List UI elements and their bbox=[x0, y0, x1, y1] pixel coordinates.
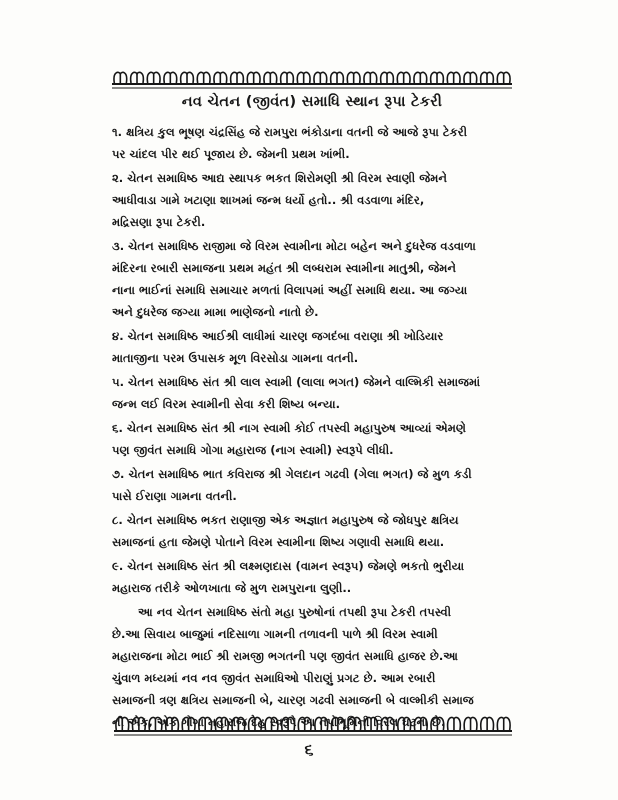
text-line: મદ્રિસણા રૂપા ટેકરી. bbox=[112, 215, 206, 229]
paragraph-3 bbox=[112, 235, 517, 323]
text-line: ૬. ચેતન સમાધિષ્ઠ સંત શ્રી નાગ સ્વામી કોઈ તપસ્વી મહાપુરુષ આવ્યાં એમણે bbox=[112, 421, 467, 435]
paragraph-2 bbox=[112, 167, 517, 233]
text-line: ૧. ક્ષત્રિય કુલ ભૂષણ ચંદ્રસિંહ જે રામપુરા ભંકોડાના વતની જે આજે રૂપા ટેકરી bbox=[112, 125, 468, 139]
text-line: મહારાજ તરીકે ઓળખાતા જે મુળ રામપુરાના લુણી.. bbox=[112, 581, 352, 595]
text-line: ૪. ચેતન સમાધિષ્ઠ આઈશ્રી લાધીમાં ચારણ જગદંબા વરાણા શ્રી ખોડિયાર bbox=[112, 329, 444, 343]
text-line: ૨. ચેતન સમાધિષ્ઠ આદ્ય સ્થાપક ભકત શિરોમણી શ્રી વિરમ સ્વાણી જેમને bbox=[112, 171, 448, 185]
text-line: ૫. ચેતન સમાધિષ્ઠ સંત શ્રી લાલ સ્વામી (લાલા ભગત) જેમને વાલ્મિકી સમાજમાં bbox=[112, 375, 481, 389]
text-line: નાના ભાઈનાં સમાધિ સમાચાર મળતાં વિલાપમાં અહીં સમાધિ થયા. આ જગ્યા bbox=[112, 283, 468, 297]
text-line: જન્મ લઈ વિરમ સ્વામીની સેવા કરી શિષ્ય બન્યા. bbox=[112, 397, 341, 411]
text-line: ૭. ચેતન સમાધિષ્ઠ ભાત કવિરાજ શ્રી ગેલદાન ગઢવી (ગેલા ભગત) જે મુળ કડી bbox=[112, 467, 472, 481]
text-line: ચુંવાળ મધ્યમાં નવ નવ જીવંત સમાધિઓ પીરાણું પ્રગટ છે. આમ રબારી bbox=[112, 671, 436, 685]
paragraph-6 bbox=[112, 417, 517, 461]
text-line: માતાજીના પરમ ઉપાસક મૂળ વિરસોડા ગામના વતની. bbox=[112, 351, 359, 365]
text-line: સમાજની ત્રણ ક્ષત્રિય સમાજની બે, ચારણ ગઢવી સમાજની બે વાલ્મીકી સમાજ bbox=[112, 693, 474, 707]
text-line: પાસે ઈરાણા ગામના વતની. bbox=[112, 489, 237, 503]
text-line: પર ચાંદલ પીર થઈ પૂજાય છે. જેમની પ્રથમ ખાંભી. bbox=[112, 147, 350, 161]
text-line: આ નવ ચેતન સમાધિષ્ઠ સંતો મહા પુરુષોનાં તપથી રૂપા ટેકરી તપસ્વી bbox=[138, 605, 452, 619]
document-body bbox=[112, 121, 517, 735]
paragraph-5 bbox=[112, 371, 517, 415]
bottom-floral-border-icon bbox=[114, 712, 512, 736]
text-line: ૮. ચેતન સમાધિષ્ઠ ભકત રાણાજી એક અજ્ઞાત મહાપુરુષ જે જોધપુર ક્ષત્રિય bbox=[112, 513, 459, 527]
text-line: ૩. ચેતન સમાધિષ્ઠ રાજીમા જે વિરમ સ્વામીના મોટા બહેન અને દુધરેજ વડવાળા bbox=[112, 239, 476, 253]
text-line: અને દુધરેજ જગ્યા મામા ભાણેજનો નાતો છે. bbox=[112, 305, 319, 319]
text-line: છે.આ સિવાય બાજુમાં નદિસાળા ગામની તળાવની પાળે શ્રી વિરમ સ્વામી bbox=[112, 627, 438, 641]
text-line: ૯. ચેતન સમાધિષ્ઠ સંત શ્રી લક્ષ્મણદાસ (વામન સ્વરૂપ) જેમણે ભકતો ભુરીયા bbox=[112, 559, 465, 573]
page-number: ૬ bbox=[304, 740, 314, 759]
paragraph-1 bbox=[112, 121, 517, 165]
paragraph-4 bbox=[112, 325, 517, 369]
text-line: સમાજનાં હતા જેમણે પોતાને વિરમ સ્વામીના શિષ્ય ગણાવી સમાધિ થયા. bbox=[112, 535, 445, 549]
paragraph-9 bbox=[112, 555, 517, 599]
paragraph-7 bbox=[112, 463, 517, 507]
text-line: મંદિરના રબારી સમાજના પ્રથમ મહંત શ્રી લબ્ધરામ સ્વામીના માતુશ્રી, જેમને bbox=[112, 261, 457, 275]
text-line: ની એક, એક ગોગા મહારાજ દેહ સ્વરૂપે આ તપોભૂમિની વિરલ ઘટના છે. bbox=[112, 715, 446, 729]
text-line: પણ જીવંત સમાધિ ગોગા મહારાજ (નાગ સ્વામી) સ્વરૂપે લીધી. bbox=[112, 443, 394, 457]
paragraph-8 bbox=[112, 509, 517, 553]
text-line: આધીવાડા ગામે ખટાણા શાખમાં જન્મ ધર્યો હતો.. શ્રી વડવાળા મંદિર, bbox=[112, 193, 425, 207]
text-line: મહારાજના મોટા ભાઈ શ્રી રામજી ભગતની પણ જીવંત સમાધિ હાજર છે.આ bbox=[112, 649, 459, 663]
top-floral-border-icon bbox=[112, 68, 512, 90]
page-title: નવ ચેતન (જીવંત) સમાધિ સ્થાન રૂપા ટેકરી bbox=[181, 94, 443, 110]
